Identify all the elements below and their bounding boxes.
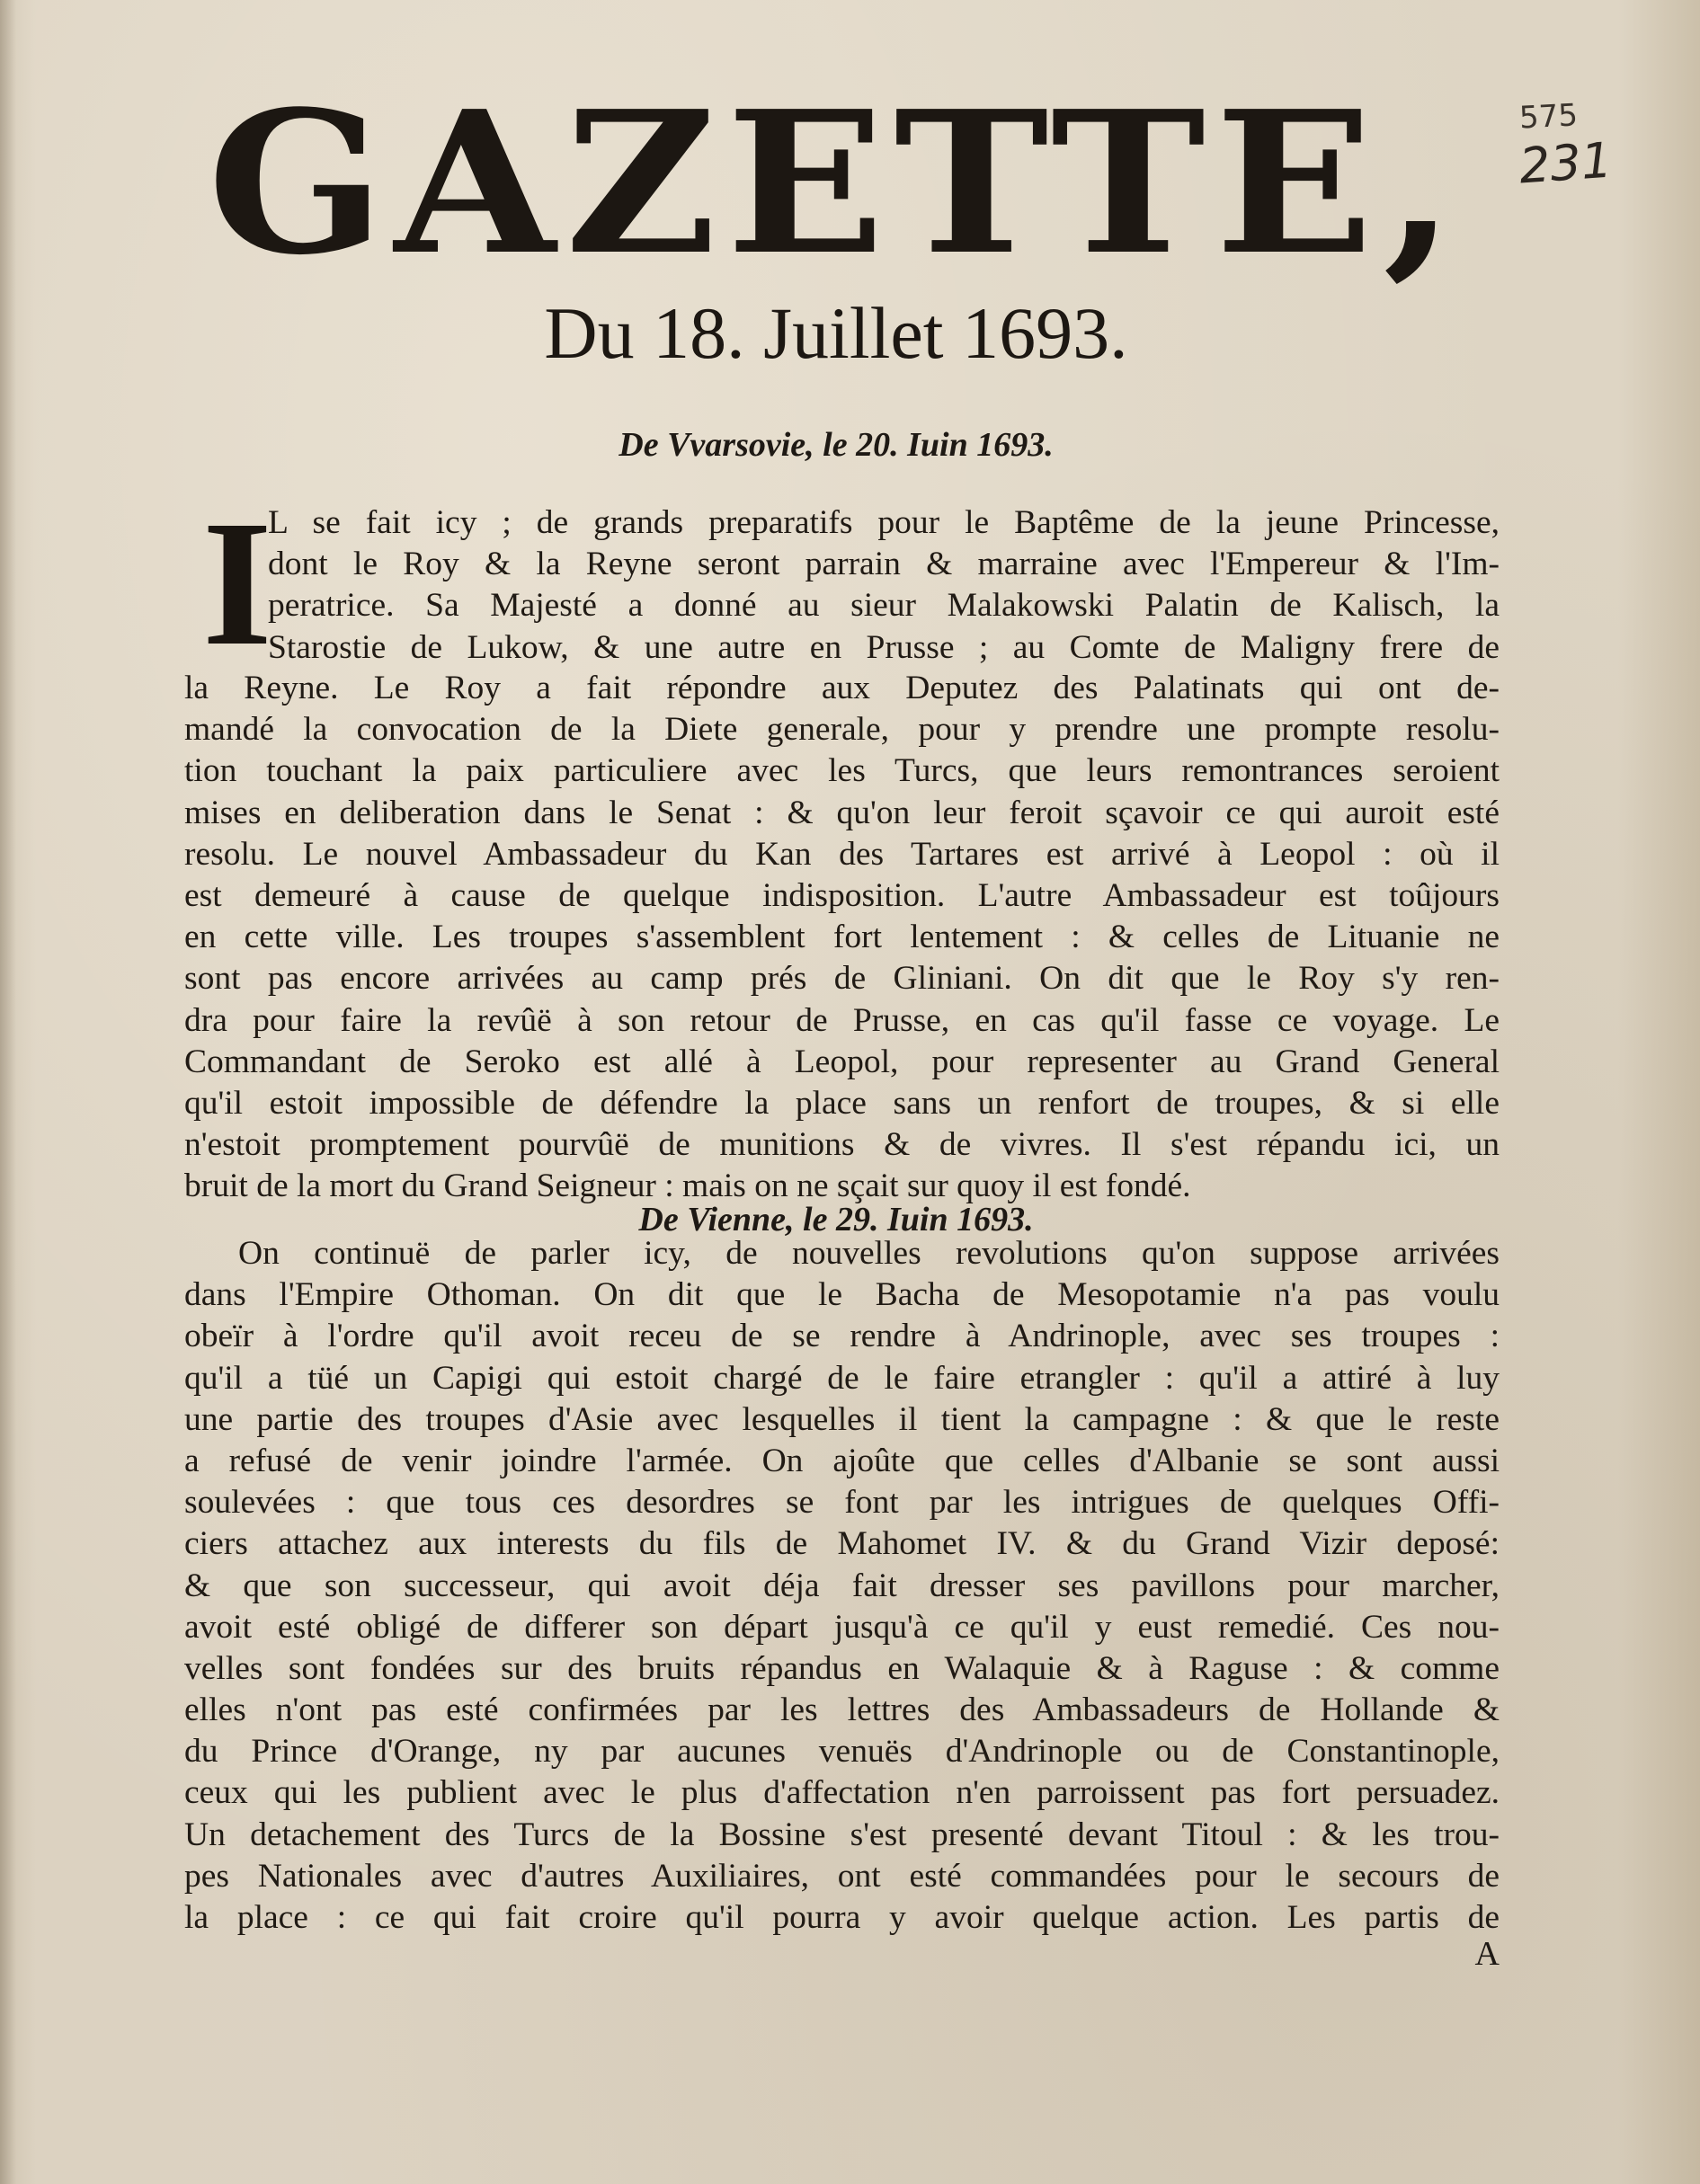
text-line: sont pas encore arrivées au camp prés de Gliniani. On dit que le Roy s'y ren-	[184, 960, 1500, 998]
text-line: tion touchant la paix particuliere avec les Turcs, que leurs remontrances seroient	[184, 752, 1500, 790]
handwritten-sheet-number: 231	[1517, 131, 1615, 195]
struck-sheet-number: 575	[1518, 97, 1579, 137]
text-line: soulevées : que tous ces desordres se font par les intrigues de quelques Offi-	[184, 1484, 1500, 1522]
text-line: Un detachement des Turcs de la Bossine s'est presenté devant Titoul : & les trou-	[184, 1816, 1500, 1853]
text-line: elles n'ont pas esté confirmées par les lettres des Ambassadeurs de Hollande &	[184, 1691, 1500, 1729]
warsaw-text-body	[184, 668, 1500, 1207]
text-line: mises en deliberation dans le Senat : & qu'on leur feroit sçavoir ce qui auroit esté	[184, 794, 1500, 831]
text-line: mandé la convocation de la Diete generale, pour y prendre une prompte resolu-	[184, 711, 1500, 749]
issue-date: Du 18. Juillet 1693.	[544, 292, 1128, 374]
dispatch-heading-vienna: De Vienne, le 29. Iuin 1693.	[638, 1201, 1034, 1238]
text-line: On continuë de parler icy, de nouvelles revolutions qu'on suppose arrivées	[238, 1235, 1500, 1272]
text-line: velles sont fondées sur des bruits répandus en Walaquie & à Raguse : & comme	[184, 1649, 1500, 1687]
text-line: du Prince d'Orange, ny par aucunes venuës d'Andrinople ou de Constantinople,	[184, 1733, 1500, 1771]
text-line: qu'il estoit impossible de défendre la place sans un renfort de troupes, & si elle	[184, 1084, 1500, 1122]
text-line: dont le Roy & la Reyne seront parrain & marraine avec l'Empereur & l'Im-	[268, 546, 1500, 583]
text-line: resolu. Le nouvel Ambassadeur du Kan des Tartares est arrivé à Leopol : où il	[184, 835, 1500, 873]
text-line: est demeuré à cause de quelque indisposition. L'autre Ambassadeur est toûjours	[184, 876, 1500, 914]
warsaw-text-beside-dropcap	[268, 502, 1500, 669]
text-line: en cette ville. Les troupes s'assemblent fort lentement : & celles de Lituanie ne	[184, 919, 1500, 956]
text-line: la Reyne. Le Roy a fait répondre aux Deputez des Palatinats qui ont de-	[184, 670, 1500, 706]
text-line: & que son successeur, qui avoit déja fait dresser ses pavillons pour marcher,	[184, 1567, 1500, 1604]
text-line: peratrice. Sa Majesté a donné au sieur Malakowski Palatin de Kalisch, la	[268, 587, 1500, 625]
masthead-title: GAZETTE,	[207, 68, 1465, 298]
text-line: bruit de la mort du Grand Seigneur : mais on ne sçait sur quoy il est fondé.	[184, 1167, 1191, 1205]
text-line: n'estoit promptement pourvûë de munitions & de vivres. Il s'est répandu ici, un	[184, 1126, 1500, 1164]
text-line: ciers attachez aux interests du fils de Mahomet IV. & du Grand Vizir deposé:	[184, 1525, 1500, 1563]
text-line: dra pour faire la revûë à son retour de Prusse, en cas qu'il fasse ce voyage. Le	[184, 1001, 1500, 1039]
dispatch-heading-warsaw: De Vvarsovie, le 20. Iuin 1693.	[619, 426, 1054, 464]
text-line: une partie des troupes d'Asie avec lesquelles il tient la campagne : & que le reste	[184, 1400, 1500, 1438]
text-line: avoit esté obligé de differer son départ jusqu'à ce qu'il y eust remedié. Ces nou-	[184, 1608, 1500, 1646]
text-line: obeïr à l'ordre qu'il avoit receu de se rendre à Andrinople, avec ses troupes :	[184, 1318, 1500, 1355]
drop-cap: I	[202, 484, 272, 683]
vienna-text-body	[184, 1233, 1500, 1939]
text-line: a refusé de venir joindre l'armée. On ajoûte que celles d'Albanie se sont aussi	[184, 1442, 1500, 1479]
text-line: Commandant de Seroko est allé à Leopol, pour representer au Grand General	[184, 1043, 1500, 1080]
text-line: pes Nationales avec d'autres Auxiliaires, ont esté commandées pour le secours de	[184, 1857, 1500, 1895]
page-edge-shadow	[0, 0, 16, 2184]
text-line: dans l'Empire Othoman. On dit que le Bacha de Mesopotamie n'a pas voulu	[184, 1276, 1500, 1314]
text-line: qu'il a tüé un Capigi qui estoit chargé de le faire etrangler : qu'il a attiré à luy	[184, 1359, 1500, 1397]
catchword: A	[1474, 1935, 1500, 1973]
text-line: ceux qui les publient avec le plus d'affectation n'en parroissent pas fort persuadez.	[184, 1774, 1500, 1812]
text-line: L se fait icy ; de grands preparatifs pour le Baptême de la jeune Princesse,	[268, 504, 1500, 541]
text-line: la place : ce qui fait croire qu'il pourra y avoir quelque action. Les partis de	[184, 1899, 1500, 1936]
text-line: Starostie de Lukow, & une autre en Prusse ; au Comte de Maligny frere de	[268, 628, 1500, 666]
